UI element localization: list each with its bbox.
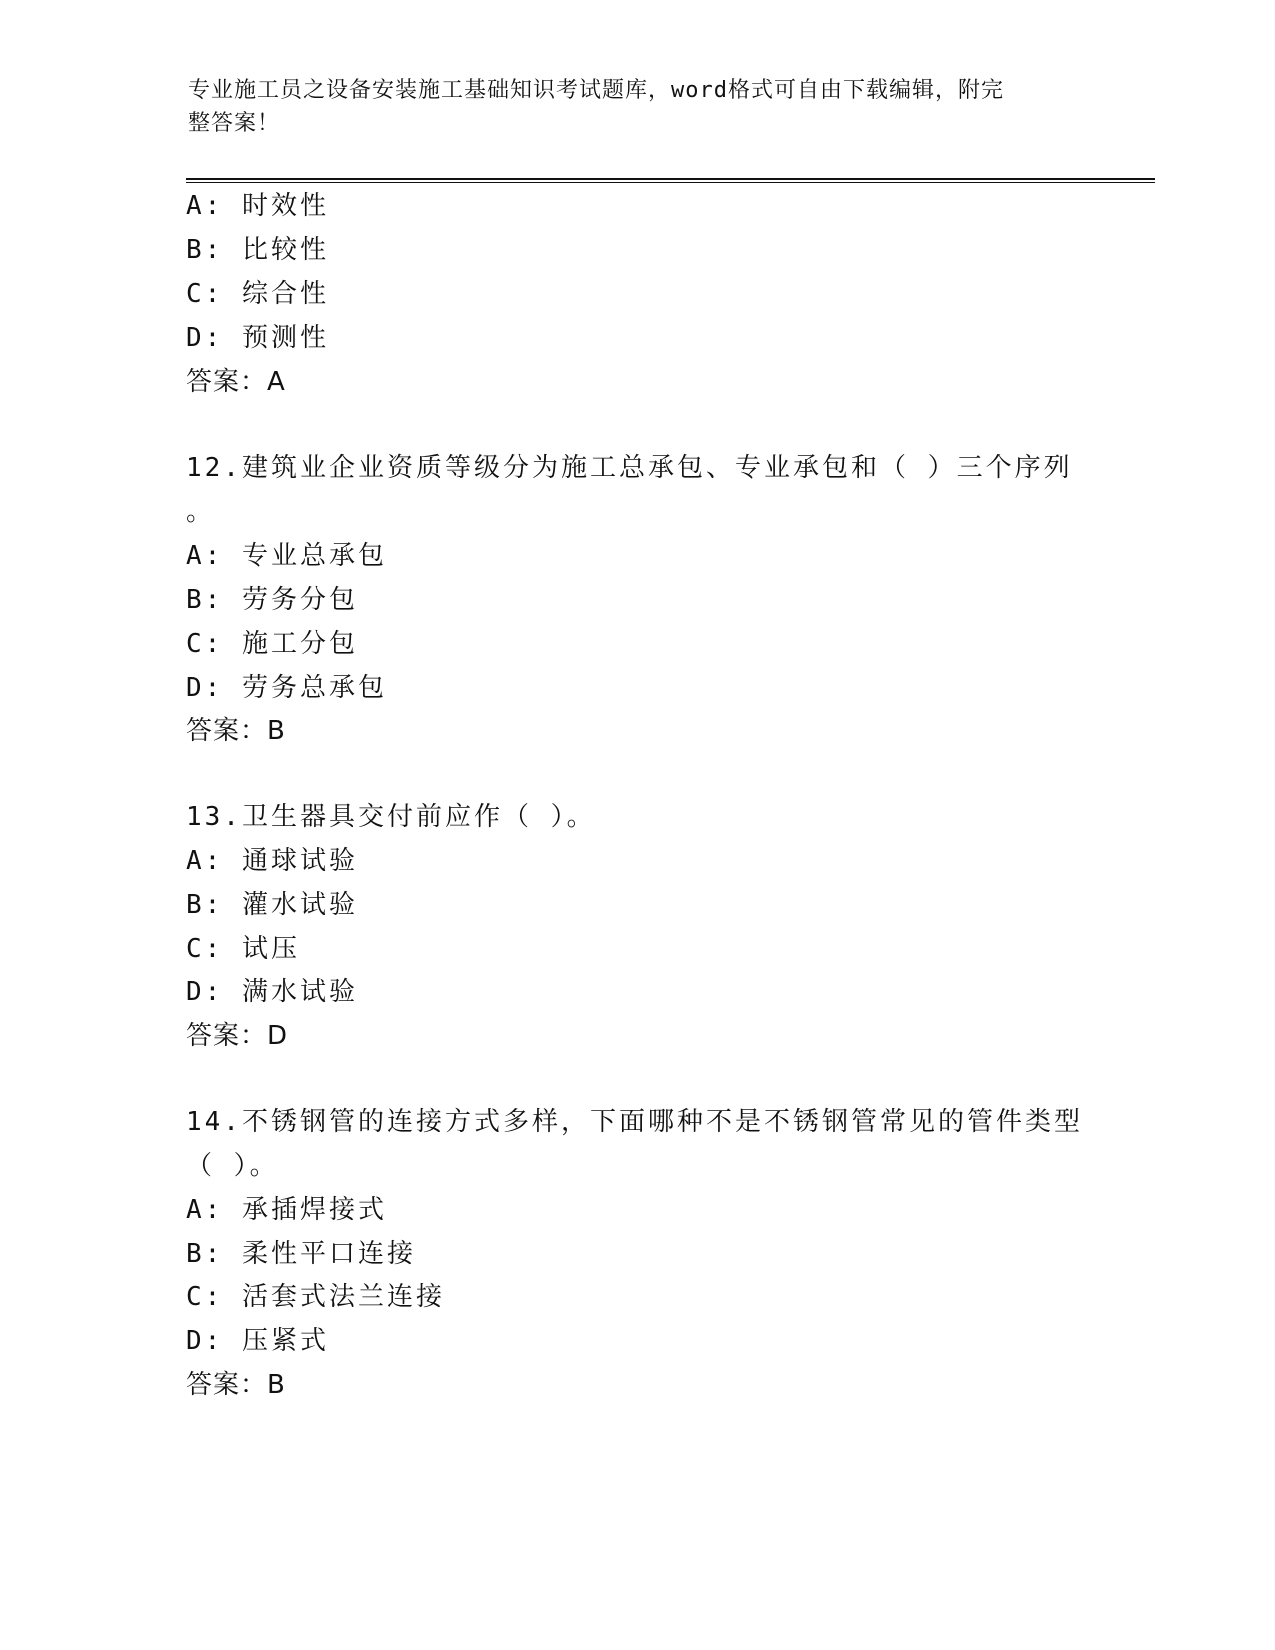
header-line-2: 整答案！ <box>188 111 281 136</box>
q14-option-a: A: 承插焊接式 <box>186 1195 387 1225</box>
q13-question: 13.卫生器具交付前应作（ ）。 <box>186 802 596 832</box>
q14-question-line-1: 14.不锈钢管的连接方式多样，下面哪种不是不锈钢管常见的管件类型 <box>186 1107 1083 1137</box>
header-divider <box>186 178 1155 183</box>
q12-option-d: D: 劳务总承包 <box>186 673 387 703</box>
q11-option-c: C: 综合性 <box>186 279 329 309</box>
q11-option-d: D: 预测性 <box>186 323 329 353</box>
header-line-1: 专业施工员之设备安装施工基础知识考试题库，word格式可自由下载编辑，附完 <box>188 78 1004 103</box>
q13-answer: 答案：D <box>186 1021 289 1051</box>
q13-option-a: A: 通球试验 <box>186 846 358 876</box>
q11-option-b: B: 比较性 <box>186 235 329 265</box>
q14-question-line-2: （ ）。 <box>186 1151 279 1181</box>
q13-option-d: D: 满水试验 <box>186 977 358 1007</box>
q11-answer: 答案：A <box>186 367 286 397</box>
q14-option-b: B: 柔性平口连接 <box>186 1239 416 1269</box>
q12-option-b: B: 劳务分包 <box>186 585 358 615</box>
document-header <box>188 74 1068 140</box>
q12-option-a: A: 专业总承包 <box>186 541 387 571</box>
q11-option-a: A: 时效性 <box>186 191 329 221</box>
q12-question-line-1: 12.建筑业企业资质等级分为施工总承包、专业承包和（ ）三个序列 <box>186 453 1073 483</box>
q13-option-b: B: 灌水试验 <box>186 890 358 920</box>
q12-option-c: C: 施工分包 <box>186 629 358 659</box>
q12-question-line-2: 。 <box>186 497 216 527</box>
q14-option-d: D: 压紧式 <box>186 1326 329 1356</box>
q14-option-c: C: 活套式法兰连接 <box>186 1282 445 1312</box>
q14-answer: 答案：B <box>186 1370 286 1400</box>
q12-answer: 答案：B <box>186 716 286 746</box>
q13-option-c: C: 试压 <box>186 934 300 964</box>
